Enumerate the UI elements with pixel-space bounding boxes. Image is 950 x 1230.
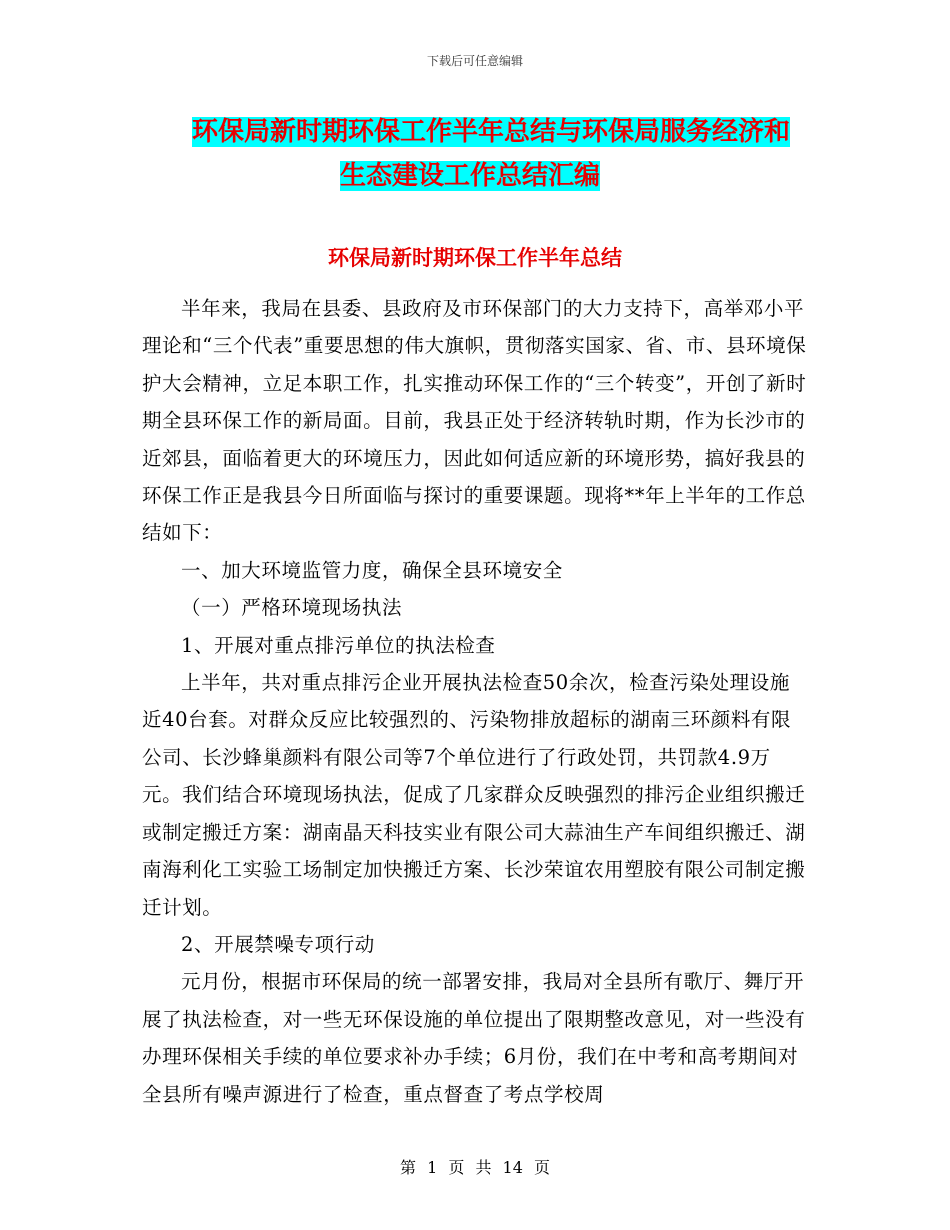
title-line-1: 环保局新时期环保工作半年总结与环保局服务经济和 — [192, 117, 791, 147]
section-title: 环保局新时期环保工作半年总结 — [328, 246, 622, 270]
document-body — [142, 290, 807, 1113]
document-title — [140, 110, 840, 198]
heading-level-2: （一）严格环境现场执法 — [181, 596, 403, 620]
paragraph-noise: 元月份，根据市环保局的统一部署安排，我局对全县所有歌厅、舞厅开展了执法检查，对一些无环保设施的单位提出了限期整改意见，对一些没有办理环保相关手续的单位要求补办手续；6月份，我们在中考和高考期间对全县所有噪声源进行了检查，重点督查了考点学校周 — [142, 970, 806, 1106]
header-note: 下载后可任意编辑 — [426, 54, 523, 68]
title-line-2: 生态建设工作总结汇编 — [340, 161, 601, 191]
page-number: 第 1 页 共 14 页 — [400, 1158, 550, 1177]
heading-level-1: 一、加大环境监管力度，确保全县环境安全 — [181, 558, 563, 582]
heading-level-3-item-1: 1、开展对重点排污单位的执法检查 — [181, 633, 496, 657]
heading-level-3-item-2: 2、开展禁噪专项行动 — [181, 932, 375, 956]
paragraph-enforcement: 上半年，共对重点排污企业开展执法检查50余次，检查污染处理设施近40台套。对群众反应比较强烈的、污染物排放超标的湖南三环颜料有限公司、长沙蜂巢颜料有限公司等7个单位进行了行政处罚，共罚款4.9万元。我们结合环境现场执法，促成了几家群众反映强烈的排污企业组织搬迁或制定搬迁方案：湖南晶天科技实业有限公司大蒜油生产车间组织搬迁、湖南海利化工实验工场制定加快搬迁方案、长沙荣谊农用塑胶有限公司制定搬迁计划。 — [142, 671, 806, 919]
paragraph-intro: 半年来，我局在县委、县政府及市环保部门的大力支持下，高举邓小平理论和“三个代表”重要思想的伟大旗帜，贯彻落实国家、省、市、县环境保护大会精神，立足本职工作，扎实推动环保工作的“三个转变”，开创了新时期全县环保工作的新局面。目前，我县正处于经济转轨时期，作为长沙市的近郊县，面临着更大的环境压力，因此如何适应新的环境形势，搞好我县的环保工作正是我县今日所面临与探讨的重要课题。现将**年上半年的工作总结如下： — [142, 297, 807, 545]
